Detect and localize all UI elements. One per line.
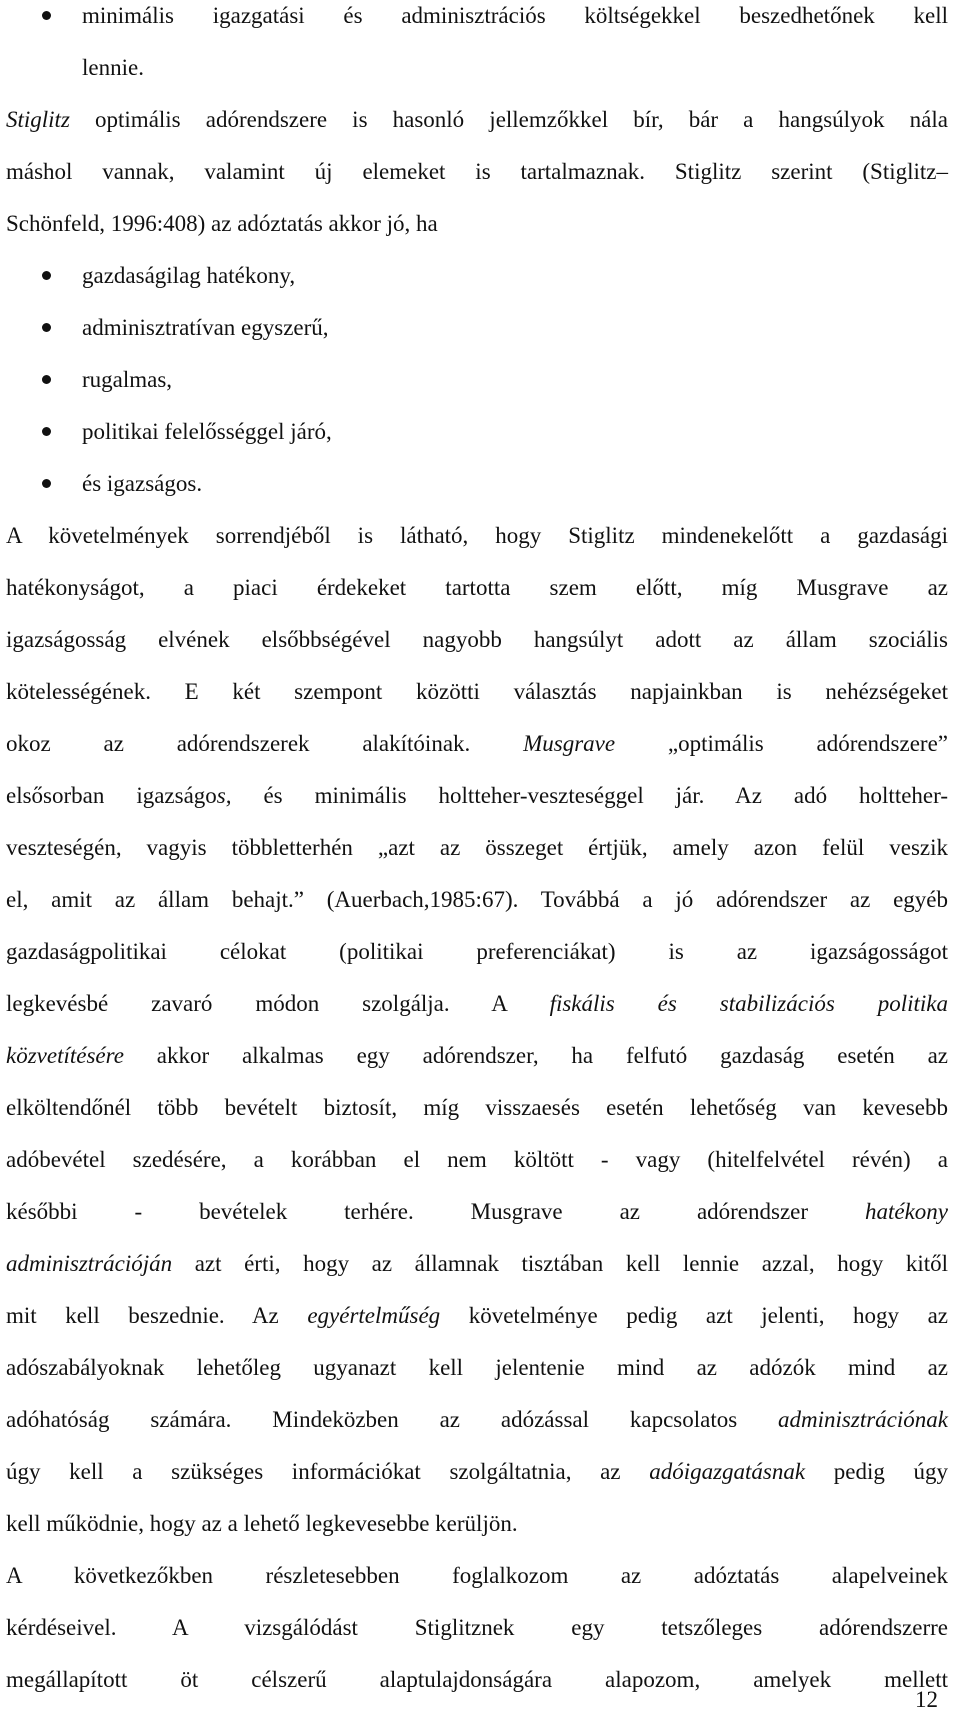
bullet-text: lennie.	[82, 55, 144, 80]
bullet-item-admin-costs	[6, 0, 948, 42]
criteria-text: rugalmas,	[82, 367, 173, 392]
paragraph-line	[6, 1394, 948, 1446]
text: adóbevétel szedésére, a korábban el nem költött - vagy (hitelfelvétel révén) a	[6, 1147, 948, 1172]
text: adószabályoknak lehetőleg ugyanazt kell jelentenie mind az adózók mind az	[6, 1355, 948, 1380]
italic-text: egyértelműség	[307, 1303, 441, 1328]
paragraph-line	[6, 1550, 948, 1602]
paragraph-line	[6, 874, 948, 926]
paragraph-line	[6, 510, 948, 562]
text: „optimális adórendszere”	[615, 731, 948, 756]
criteria-item	[6, 458, 948, 510]
paragraph-line	[6, 1082, 948, 1134]
paragraph-line	[6, 718, 948, 770]
text: és minimális holtteher-veszteséggel jár. Az adó holtteher-	[231, 783, 948, 808]
paragraph-line	[6, 1186, 948, 1238]
document-page	[6, 0, 948, 1706]
criteria-item	[6, 302, 948, 354]
paragraph-line	[6, 1498, 948, 1550]
text: kötelességének. E két szempont közötti választás napjainkban is nehézségeket	[6, 679, 948, 704]
paragraph-line	[6, 94, 948, 146]
criteria-text: politikai felelősséggel járó,	[82, 419, 332, 444]
italic-text: hatékony	[864, 1199, 948, 1224]
text: azt érti, hogy az államnak tisztában kell lennie azzal, hogy kitől	[172, 1251, 948, 1276]
italic-text: s,	[216, 783, 232, 808]
bullet-icon	[42, 323, 51, 332]
text: kell működnie, hogy az a lehető legkevesebbe kerüljön.	[6, 1511, 518, 1536]
paragraph-line	[6, 926, 948, 978]
text: okoz az adórendszerek alakítóinak.	[6, 731, 524, 756]
text: máshol vannak, valamint új elemeket is tartalmaznak. Stiglitz szerint (Stiglitz–	[6, 159, 948, 184]
text: követelménye pedig azt jelenti, hogy az	[440, 1303, 948, 1328]
text: elsősorban igazságo	[6, 783, 217, 808]
paragraph-line	[6, 1290, 948, 1342]
text: legkevésbé zavaró módon szolgálja. A	[6, 991, 550, 1016]
text: akkor alkalmas egy adórendszer, ha felfutó gazdaság esetén az	[123, 1043, 948, 1068]
bullet-icon	[42, 375, 51, 384]
text: el, amit az állam behajt.” (Auerbach,1985:67). Továbbá a jó adórendszer az egyéb	[6, 887, 948, 912]
text: kérdéseivel. A vizsgálódást Stiglitznek egy tetszőleges adórendszerre	[6, 1615, 948, 1640]
bullet-icon	[42, 479, 51, 488]
paragraph-line	[6, 666, 948, 718]
paragraph-line	[6, 1238, 948, 1290]
italic-text: fiskális és stabilizációs politika	[549, 991, 948, 1016]
page-number: 12	[915, 1687, 938, 1712]
italic-text: adóigazgatásnak	[649, 1459, 806, 1484]
paragraph-line	[6, 1342, 948, 1394]
text: megállapított öt célszerű alaptulajdonságára alapozom, amelyek mellett	[6, 1667, 948, 1692]
text: gazdaságpolitikai célokat (politikai preferenciákat) is az igazságosságot	[6, 939, 948, 964]
bullet-item-continuation	[6, 42, 948, 94]
italic-text: Stiglitz	[6, 107, 70, 132]
paragraph-line	[6, 562, 948, 614]
criteria-text: adminisztratívan egyszerű,	[82, 315, 329, 340]
paragraph-line	[6, 1446, 948, 1498]
paragraph-line	[6, 822, 948, 874]
text: úgy kell a szükséges információkat szolgáltatnia, az	[6, 1459, 650, 1484]
paragraph-line	[6, 978, 948, 1030]
text: igazságosság elvének elsőbbségével nagyobb hangsúlyt adott az állam szociális	[6, 627, 948, 652]
text: adóhatóság számára. Mindeközben az adózással kapcsolatos	[6, 1407, 779, 1432]
text: elköltendőnél több bevételt biztosít, míg visszaesés esetén lehetőség van kevesebb	[6, 1095, 948, 1120]
criteria-item	[6, 250, 948, 302]
text: A követelmények sorrendjéből is látható, hogy Stiglitz mindenekelőtt a gazdasági	[6, 523, 948, 548]
text: optimális adórendszere is hasonló jellemzőkkel bír, bár a hangsúlyok nála	[69, 107, 948, 132]
paragraph-line	[6, 770, 948, 822]
paragraph-line	[6, 146, 948, 198]
text: veszteségén, vagyis többletterhén „azt az összeget értjük, amely azon felül veszik	[6, 835, 948, 860]
text: Schönfeld, 1996:408) az adóztatás akkor jó, ha	[6, 211, 438, 236]
text: hatékonyságot, a piaci érdekeket tartotta szem előtt, míg Musgrave az	[6, 575, 948, 600]
italic-text: Musgrave	[523, 731, 616, 756]
paragraph-line	[6, 1134, 948, 1186]
paragraph-line	[6, 1030, 948, 1082]
paragraph-line	[6, 614, 948, 666]
text: A következőkben részletesebben foglalkozom az adóztatás alapelveinek	[6, 1563, 948, 1588]
bullet-text: minimális igazgatási és adminisztrációs költségekkel beszedhetőnek kell	[82, 3, 948, 28]
italic-text: közvetítésére	[6, 1043, 124, 1068]
criteria-item	[6, 406, 948, 458]
italic-text: adminisztrációján	[6, 1251, 173, 1276]
paragraph-line	[6, 198, 948, 250]
criteria-text: gazdaságilag hatékony,	[82, 263, 296, 288]
bullet-icon	[42, 11, 51, 20]
text: mit kell beszednie. Az	[6, 1303, 308, 1328]
text: pedig úgy	[805, 1459, 948, 1484]
italic-text: adminisztrációnak	[778, 1407, 948, 1432]
criteria-text: és igazságos.	[82, 471, 203, 496]
paragraph-line	[6, 1654, 948, 1706]
bullet-icon	[42, 427, 51, 436]
text: későbbi - bevételek terhére. Musgrave az adórendszer	[6, 1199, 865, 1224]
bullet-icon	[42, 271, 51, 280]
paragraph-line	[6, 1602, 948, 1654]
criteria-item	[6, 354, 948, 406]
